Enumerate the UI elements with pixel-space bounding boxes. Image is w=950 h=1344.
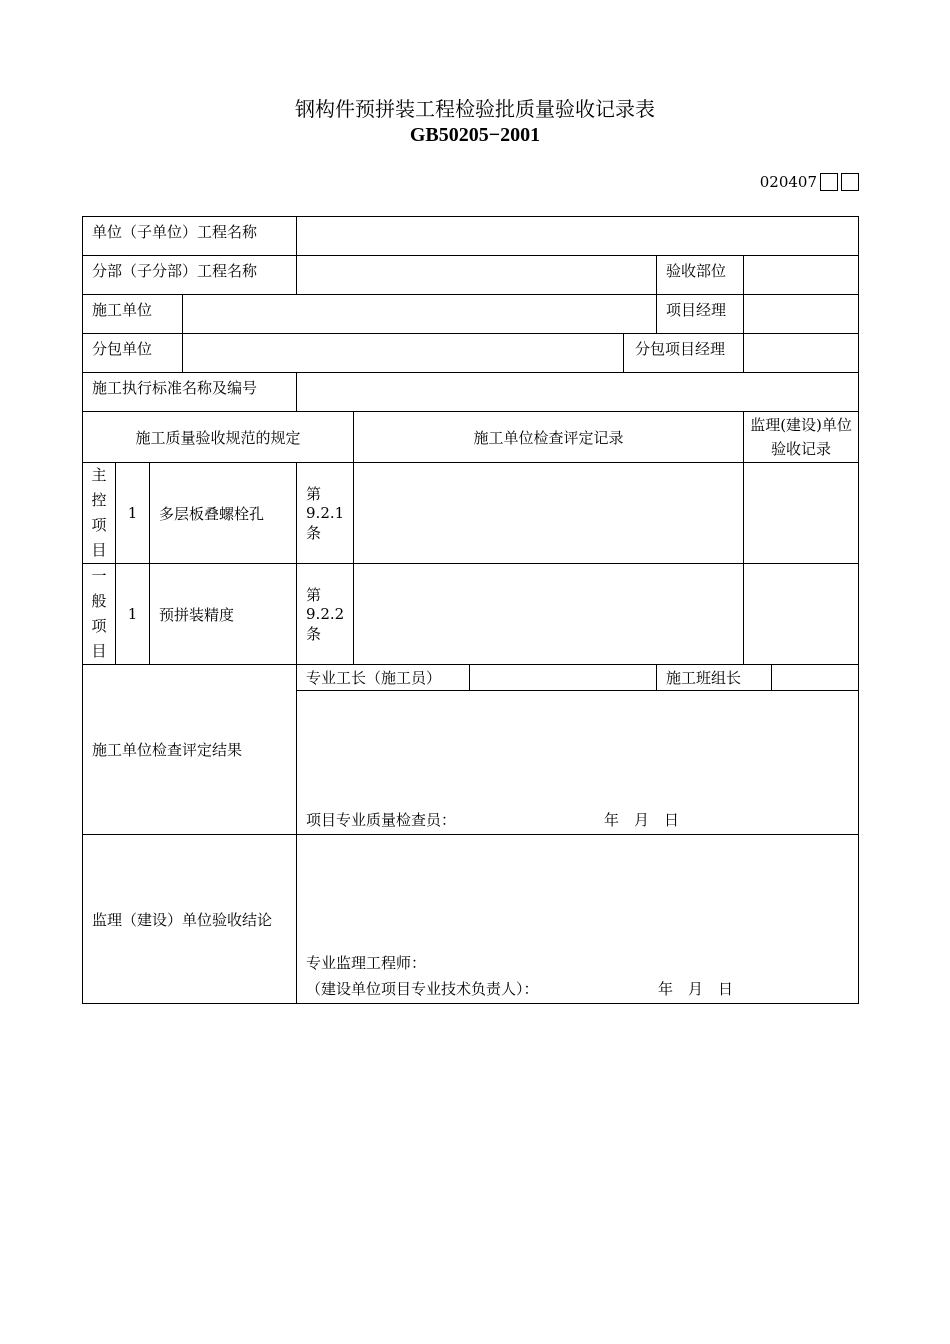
team-leader-value[interactable] [772, 665, 859, 691]
row-main-item-1 [83, 463, 859, 564]
general-item-inspection-record[interactable] [354, 564, 744, 665]
form-title: 钢构件预拼装工程检验批质量验收记录表 [295, 97, 655, 121]
unit-project-label: 单位（子单位）工程名称 [83, 217, 297, 256]
conclusion-label: 监理（建设）单位验收结论 [83, 835, 297, 1004]
main-item-inspection-record[interactable] [354, 463, 744, 564]
project-manager-label: 项目经理 [657, 295, 744, 334]
unit-project-value[interactable] [297, 217, 859, 256]
inspection-form-table [82, 216, 859, 1004]
inspector-label: 项目专业质量检查员： [306, 811, 457, 829]
subcontract-unit-label: 分包单位 [83, 334, 183, 373]
general-item-clause: 第 9.2.2 条 [297, 564, 354, 665]
main-item-no: 1 [116, 463, 150, 564]
acceptance-part-label: 验收部位 [657, 256, 744, 295]
row-construction-unit [83, 295, 859, 334]
row-subcontract-unit [83, 334, 859, 373]
row-sub-project [83, 256, 859, 295]
engineer-label: 专业监理工程师： [306, 954, 427, 972]
form-code-box-1[interactable] [820, 173, 838, 191]
engineer-line [306, 952, 849, 974]
execution-standard-value[interactable] [297, 373, 859, 412]
construction-unit-value[interactable] [183, 295, 657, 334]
row-foreman [83, 665, 859, 691]
conclusion-date: 年 月 日 [658, 980, 734, 998]
main-item-supervision-record[interactable] [744, 463, 859, 564]
main-items-group-label: 主 控 项 目 [83, 463, 116, 564]
general-items-group-label: 一 般 项 目 [83, 564, 116, 665]
standard-code: GB50205−2001 [409, 124, 541, 146]
row-unit-project [83, 217, 859, 256]
sub-project-value[interactable] [297, 256, 657, 295]
owner-line [306, 978, 849, 1000]
sub-project-label: 分部（子分部）工程名称 [83, 256, 297, 295]
subcontract-manager-label: 分包项目经理 [624, 334, 744, 373]
result-label: 施工单位检查评定结果 [83, 665, 297, 835]
foreman-label: 专业工长（施工员） [297, 665, 470, 691]
result-date: 年 月 日 [604, 811, 680, 829]
row-general-item-1 [83, 564, 859, 665]
general-item-name: 预拼装精度 [150, 564, 297, 665]
owner-label: （建设单位项目专业技术负责人）： [306, 980, 539, 998]
foreman-value[interactable] [470, 665, 657, 691]
inspection-record-header: 施工单位检查评定记录 [354, 412, 744, 463]
subcontract-manager-value[interactable] [744, 334, 859, 373]
form-code-number: 020407 [759, 173, 817, 191]
spec-header: 施工质量验收规范的规定 [83, 412, 354, 463]
subcontract-unit-value[interactable] [183, 334, 624, 373]
main-item-clause: 第 9.2.1 条 [297, 463, 354, 564]
form-code [760, 172, 859, 192]
result-signature-area[interactable] [297, 691, 859, 835]
supervision-record-header: 监理(建设)单位验收记录 [744, 412, 859, 463]
form-code-box-2[interactable] [841, 173, 859, 191]
general-item-supervision-record[interactable] [744, 564, 859, 665]
project-manager-value[interactable] [744, 295, 859, 334]
execution-standard-label: 施工执行标准名称及编号 [83, 373, 297, 412]
row-column-headers [83, 412, 859, 463]
row-conclusion [83, 835, 859, 1004]
row-execution-standard [83, 373, 859, 412]
construction-unit-label: 施工单位 [83, 295, 183, 334]
team-leader-label: 施工班组长 [657, 665, 772, 691]
main-item-name: 多层板叠螺栓孔 [150, 463, 297, 564]
inspector-line [306, 809, 849, 831]
acceptance-part-value[interactable] [744, 256, 859, 295]
conclusion-signature-area[interactable] [297, 835, 859, 1004]
general-item-no: 1 [116, 564, 150, 665]
